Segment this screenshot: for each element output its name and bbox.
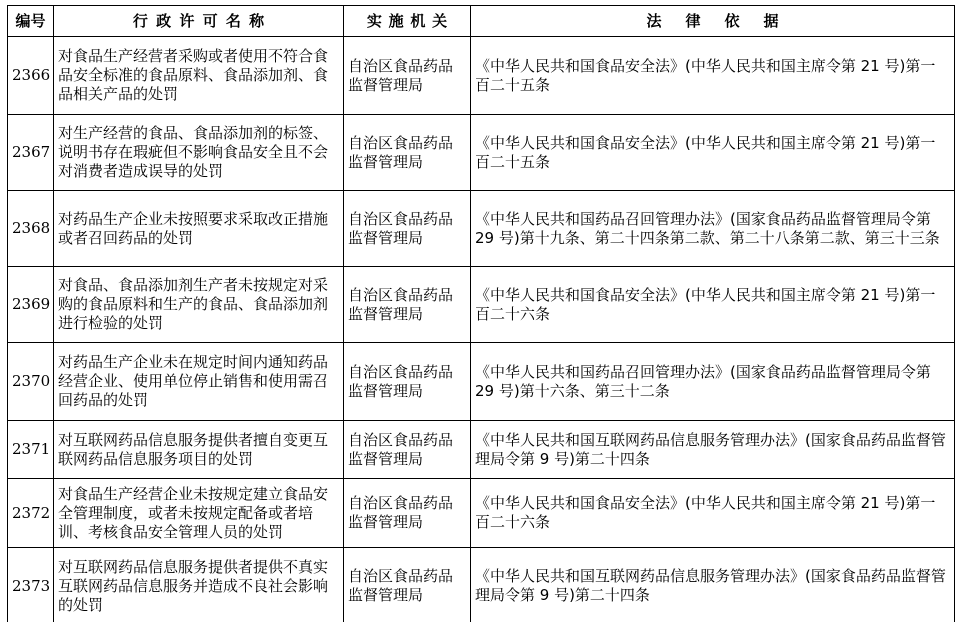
legal-basis-cell: 《中华人民共和国食品安全法》(中华人民共和国主席令第 21 号)第一百二十五条 — [471, 115, 955, 191]
table-row — [8, 548, 955, 622]
permit-id-cell: 2367 — [8, 115, 54, 191]
permit-name-cell: 对生产经营的食品、食品添加剂的标签、说明书存在瑕疵但不影响食品安全且不会对消费者造成误导的处罚 — [54, 115, 344, 191]
legal-basis-cell: 《中华人民共和国食品安全法》(中华人民共和国主席令第 21 号)第一百二十六条 — [471, 267, 955, 343]
agency-cell: 自治区食品药品监督管理局 — [344, 548, 471, 622]
agency-cell: 自治区食品药品监督管理局 — [344, 267, 471, 343]
legal-basis-cell: 《中华人民共和国药品召回管理办法》(国家食品药品监督管理局令第 29 号)第十九条、第二十四条第二款、第二十八条第二款、第三十三条 — [471, 191, 955, 267]
agency-cell: 自治区食品药品监督管理局 — [344, 479, 471, 548]
legal-basis-cell: 《中华人民共和国药品召回管理办法》(国家食品药品监督管理局令第 29 号)第十六条、第三十二条 — [471, 343, 955, 421]
permit-name-cell: 对食品生产经营企业未按规定建立食品安全管理制度，或者未按规定配备或者培训、考核食品安全管理人员的处罚 — [54, 479, 344, 548]
table-row — [8, 115, 955, 191]
permit-name-cell: 对互联网药品信息服务提供者擅自变更互联网药品信息服务项目的处罚 — [54, 421, 344, 479]
permit-name-cell: 对食品、食品添加剂生产者未按规定对采购的食品原料和生产的食品、食品添加剂进行检验的处罚 — [54, 267, 344, 343]
table-row — [8, 421, 955, 479]
permit-id-cell: 2371 — [8, 421, 54, 479]
table-row — [8, 267, 955, 343]
table-row — [8, 37, 955, 115]
legal-basis-cell: 《中华人民共和国食品安全法》(中华人民共和国主席令第 21 号)第一百二十六条 — [471, 479, 955, 548]
permit-name-cell: 对药品生产企业未按照要求采取改正措施或者召回药品的处罚 — [54, 191, 344, 267]
agency-cell: 自治区食品药品监督管理局 — [344, 343, 471, 421]
permit-id-cell: 2369 — [8, 267, 54, 343]
column-header-name: 行政许可名称 — [54, 6, 344, 37]
permit-id-cell: 2370 — [8, 343, 54, 421]
column-header-legal-basis: 法律依据 — [471, 6, 955, 37]
permit-name-cell: 对药品生产企业未在规定时间内通知药品经营企业、使用单位停止销售和使用需召回药品的处罚 — [54, 343, 344, 421]
permit-id-cell: 2368 — [8, 191, 54, 267]
legal-basis-cell: 《中华人民共和国互联网药品信息服务管理办法》(国家食品药品监督管理局令第 9 号)第二十四条 — [471, 548, 955, 622]
permit-id-cell: 2366 — [8, 37, 54, 115]
permit-id-cell: 2373 — [8, 548, 54, 622]
agency-cell: 自治区食品药品监督管理局 — [344, 191, 471, 267]
legal-basis-cell: 《中华人民共和国互联网药品信息服务管理办法》(国家食品药品监督管理局令第 9 号)第二十四条 — [471, 421, 955, 479]
column-header-agency: 实施机关 — [344, 6, 471, 37]
administrative-permits-table — [7, 5, 955, 622]
table-header-row — [8, 6, 955, 37]
permit-name-cell: 对食品生产经营者采购或者使用不符合食品安全标准的食品原料、食品添加剂、食品相关产品的处罚 — [54, 37, 344, 115]
permit-name-cell: 对互联网药品信息服务提供者提供不真实互联网药品信息服务并造成不良社会影响的处罚 — [54, 548, 344, 622]
legal-basis-cell: 《中华人民共和国食品安全法》(中华人民共和国主席令第 21 号)第一百二十五条 — [471, 37, 955, 115]
table-row — [8, 343, 955, 421]
column-header-id: 编号 — [8, 6, 54, 37]
permit-id-cell: 2372 — [8, 479, 54, 548]
agency-cell: 自治区食品药品监督管理局 — [344, 115, 471, 191]
table-row — [8, 479, 955, 548]
agency-cell: 自治区食品药品监督管理局 — [344, 37, 471, 115]
table-row — [8, 191, 955, 267]
agency-cell: 自治区食品药品监督管理局 — [344, 421, 471, 479]
